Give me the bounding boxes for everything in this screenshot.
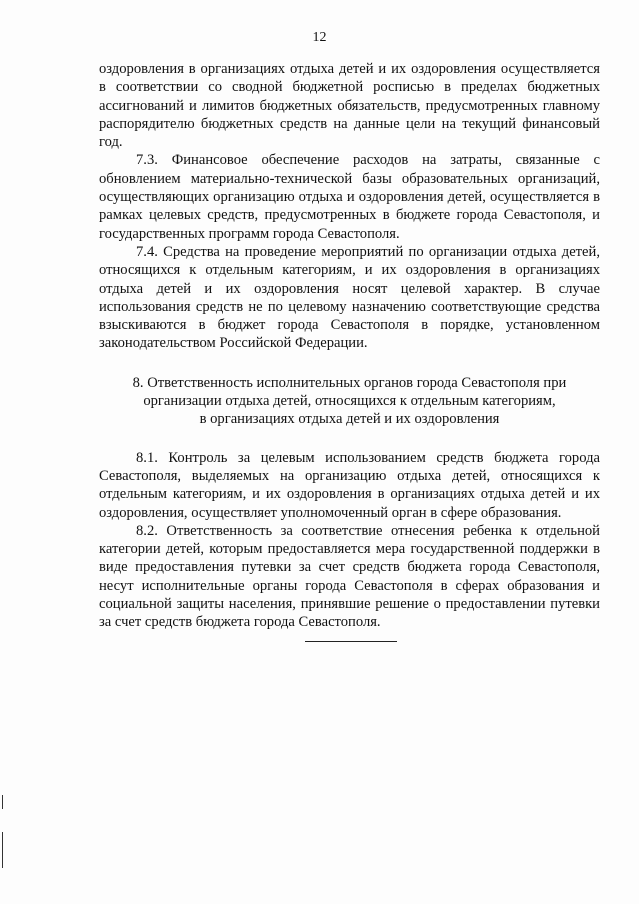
section-8-heading-line-1: 8. Ответственность исполнительных органов города Севастополя при [132,374,567,391]
scan-edge-mark-top [2,795,3,809]
section-8-heading-line-2: организации отдыха детей, относящихся к отдельным категориям, [143,393,556,410]
scan-edge-mark-bottom [2,832,3,868]
paragraph-7-4: 7.4. Средства на проведение мероприятий по организации отдыха детей, относящихся к отдельным категориям, и их оздоровления в организациях отдыха детей и их оздоровления носят целевой характер. В случае использования средств не по целевому назначению соответствующие средства взыскиваются в бюджет города Севастополя в порядке, установленном законодательством Российской Федерации. [99,243,600,352]
paragraph-8-2: 8.2. Ответственность за соответствие отнесения ребенка к отдельной категории детей, которым предоставляется мера государственной поддержки в виде предоставления путевки за счет средств бюджета города Севастополя, несут исполнительные органы города Севастополя в сферах образования и социальной защиты населения, принявшие решение о предоставлении путевки за счет средств бюджета города Севастополя. [99,522,600,631]
paragraph-7-2-continuation: оздоровления в организациях отдыха детей и их оздоровления осуществляется в соответствии со сводной бюджетной росписью в пределах бюджетных ассигнований и лимитов бюджетных обязательств, предусмотренных главному распорядителю бюджетных средств на данные цели на текущий финансовый год. [99,61,600,151]
section-8-heading [99,374,600,429]
end-of-text-rule [305,641,397,642]
paragraph-8-1: 8.1. Контроль за целевым использованием средств бюджета города Севастополя, выделяемых на организацию отдыха детей, относящихся к отдельным категориям, и их оздоровления в организациях отдыха детей и их оздоровления, осуществляет уполномоченный орган в сфере образования. [99,449,600,521]
document-body [99,60,600,632]
page-number: 12 [312,30,327,45]
paragraph-7-3: 7.3. Финансовое обеспечение расходов на затраты, связанные с обновлением материально-технической базы образовательных организаций, осуществляющих организацию отдыха и оздоровления детей, осуществляется в рамках целевых средств, предусмотренных в бюджете города Севастополя, и государственных программ города Севастополя. [99,152,600,242]
section-8-heading-line-3: в организациях отдыха детей и их оздоровления [199,411,500,428]
